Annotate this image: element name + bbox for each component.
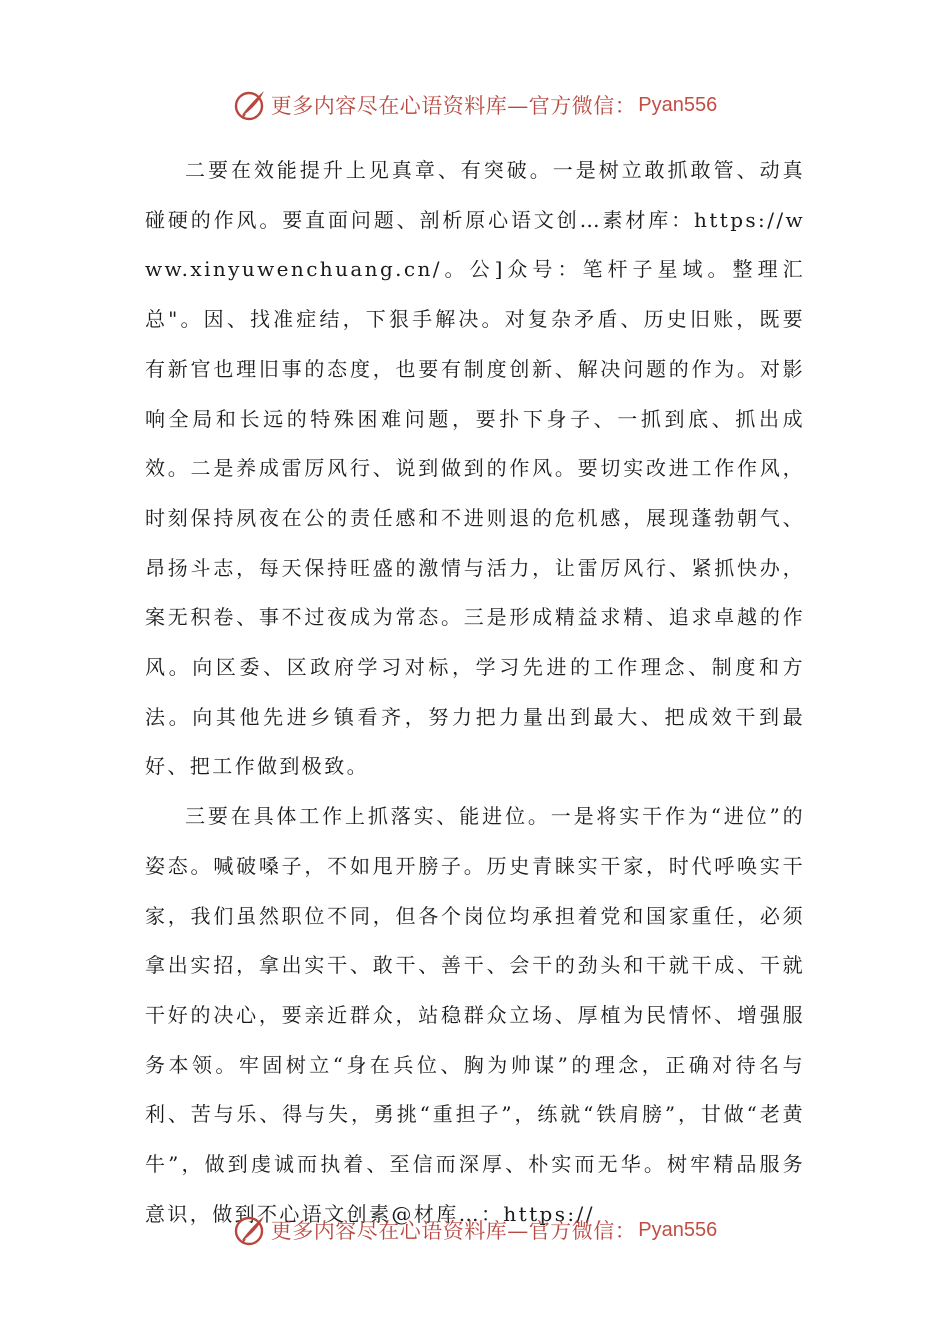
banner-text: 更多内容尽在心语资料库—官方微信： [270,94,637,118]
wechat-id: Pyan556 [638,93,718,116]
paragraph: 三要在具体工作上抓落实、能进位。一是将实干作为“进位”的姿态。喊破嗓子，不如甩开膀子。历史青睐实干家，时代呼唤实干家，我们虽然职位不同，但各个岗位均承担着党和国家重任，必须拿出实招，拿出实干、敢干、善干、会干的劲头和干就干成、干就干好的决心，要亲近群众，站稳群众立场、厚植为民情怀、增强服务本领。牢固树立“身在兵位、胸为帅谋”的理念，正确对待名与利、苦与乐、得与失，勇挑“重担子”，练就“铁肩膀”，甘做“老黄牛”，做到虔诚而执着、至信而深厚、朴实而无华。树牢精品服务意识，做到不心语文创素@材库…：https:// [145,804,805,1226]
banner-text: 更多内容尽在心语资料库—官方微信： [270,1219,637,1243]
paragraph: 二要在效能提升上见真章、有突破。一是树立敢抓敢管、动真碰硬的作风。要直面问题、剖析原心语文创…素材库：https://www.xinyuwenchuang.cn/。公]众号：笔杆子星域。整理汇总"。因、找准症结，下狠手解决。对复杂矛盾、历史旧账，既要有新官也理旧事的态度，也要有制度创新、解决问题的作为。对影响全局和长远的特殊困难问题，要扑下身子、一抓到底、抓出成效。二是养成雷厉风行、说到做到的作风。要切实改进工作作风，时刻保持夙夜在公的责任感和不进则退的危机感，展现蓬勃朝气、昂扬斗志，每天保持旺盛的激情与活力，让雷厉风行、紧抓快办，案无积卷、事不过夜成为常态。三是形成精益求精、追求卓越的作风。向区委、区政府学习对标，学习先进的工作理念、制度和方法。向其他先进乡镇看齐，努力把力量出到最大、把成效干到最好、把工作做到极致。 [145,158,805,779]
quill-pen-circle-icon [233,88,267,122]
wechat-id: Pyan556 [638,1218,718,1241]
quill-pen-circle-icon [233,1213,267,1247]
header-banner [0,80,950,130]
document-body [145,146,805,1239]
footer-banner [0,1205,950,1255]
